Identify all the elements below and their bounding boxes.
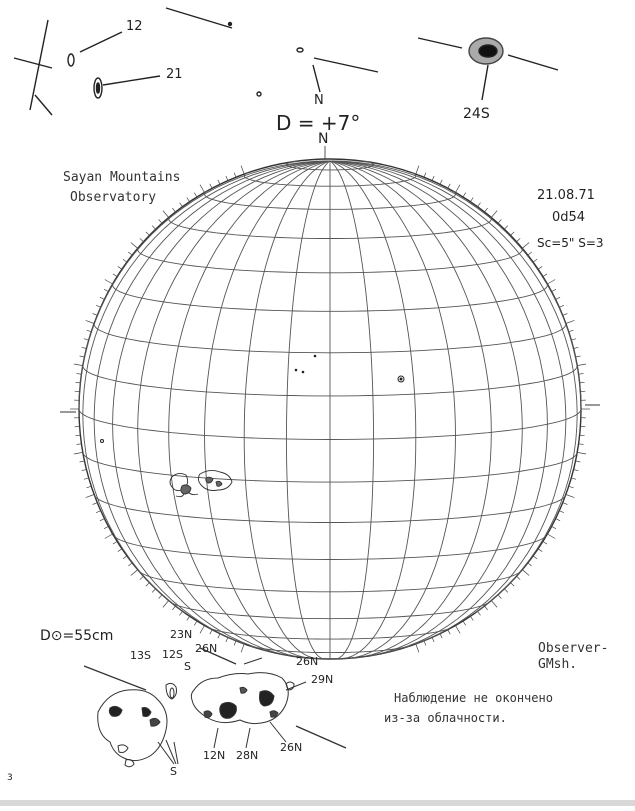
limb-tick [200,185,205,193]
limb-tick [559,511,564,513]
limb-tick [580,435,585,436]
limb-tick [491,211,497,218]
limb-tick [517,238,521,241]
limb-tick [146,583,150,586]
limb-tick [200,626,205,634]
limb-tick [163,211,169,218]
limb-tick [187,198,190,202]
limb-tick [576,461,581,462]
limb-tick [485,606,488,610]
limb-tick [210,184,212,189]
limb-tick [74,364,83,366]
limb-tick [448,630,450,635]
limb-tick [163,601,169,608]
limb-tick [579,444,584,445]
limb-tick [552,289,556,291]
limb-tick [566,495,574,498]
limb-tick [234,641,236,646]
limb-tick [440,634,442,639]
limb-tick [504,589,507,593]
limb-tick [547,280,555,285]
limb-tick [187,616,190,620]
limb-tick [131,243,138,249]
limb-tick [82,470,87,471]
detail-label-s-b: S [170,765,177,778]
limb-tick [93,503,98,505]
limb-tick [87,330,92,332]
limb-tick [86,320,94,323]
limb-tick [194,621,197,625]
limb-tick [123,259,127,262]
solar-disk [60,159,600,659]
limb-tick [128,252,132,255]
limb-tick [77,444,82,445]
limb-tick [152,226,155,230]
limb-tick [194,193,197,197]
limb-tick [511,232,515,235]
limb-tick [522,243,529,249]
limb-tick [96,511,101,513]
label-group-12: 12 [126,19,143,34]
limb-tick [96,305,101,307]
limb-tick [74,452,83,454]
label-group-24s: 24S [463,106,490,122]
limb-tick [463,621,466,625]
limb-tick [579,374,584,375]
limb-tick [538,549,542,552]
detail-label-23n: 23N [170,628,193,641]
limb-tick [504,226,507,230]
limb-tick [511,583,515,586]
detail-label-29n: 29N [311,673,334,686]
limb-tick [463,193,466,197]
limb-tick [563,314,568,316]
observatory-line-2: Observatory [70,190,157,205]
limb-tick [159,220,162,224]
limb-tick [478,611,481,615]
limb-tick [416,644,419,653]
limb-tick [234,173,236,178]
limb-tick [528,252,532,255]
limb-tick [75,435,80,436]
limb-tick [543,274,547,277]
limb-tick [180,203,183,207]
limb-tick [86,495,94,498]
limb-tick [172,208,175,212]
limb-tick [563,503,568,505]
limb-tick [226,176,228,181]
limb-tick [432,176,434,181]
limb-tick [432,637,434,642]
limb-tick [576,356,581,357]
limb-tick [470,198,473,202]
limb-tick [552,526,556,528]
limb-tick [118,266,122,269]
limb-tick [118,549,122,552]
limb-tick [93,314,98,316]
note-line-2: из-за облачности. [384,711,507,725]
north-label: N [318,131,329,147]
north-inset-label: N [314,93,324,108]
limb-tick [574,347,579,348]
limb-tick [241,644,244,653]
limb-tick [533,259,537,262]
detail-label-12s: 12S [162,648,183,661]
limb-tick [491,601,497,608]
limb-tick [416,166,419,175]
limb-tick [569,330,574,332]
observer-line-1: Observer- [538,641,609,656]
limb-tick [559,305,564,307]
limb-tick [140,238,144,241]
label-group-21: 21 [166,67,183,82]
limb-tick [571,478,576,479]
limb-tick [533,556,537,559]
limb-tick [456,626,461,634]
limb-tick [547,534,555,539]
limb-tick [75,382,80,383]
limb-tick [566,320,574,323]
limb-tick [218,180,220,185]
limb-tick [113,542,117,545]
limb-tick [528,563,532,566]
observation-date: 21.08.71 [537,188,595,203]
limb-tick [210,630,212,635]
inset-sketches [14,8,558,115]
limb-tick [123,556,127,559]
limb-tick [498,220,501,224]
limb-tick [424,173,426,178]
limb-tick [152,589,155,593]
detail-label-26n-b: 26N [296,655,319,668]
limb-tick [113,274,117,277]
observatory-line-1: Sayan Mountains [63,170,181,185]
detail-label-13s: 13S [130,649,151,662]
limb-tick [100,297,105,299]
detail-label-26n-a: 26N [195,642,218,655]
limb-tick [556,519,561,521]
limb-tick [569,486,574,488]
limb-tick [84,478,89,479]
limb-tick [159,595,162,599]
page-number: 3 [7,773,13,783]
detail-label-28n: 28N [236,749,259,762]
limb-tick [100,519,105,521]
limb-tick [105,534,113,539]
limb-tick [498,595,501,599]
limb-tick [456,185,461,193]
limb-tick [241,166,244,175]
limb-tick [571,339,576,340]
detail-label-12n: 12N [203,749,226,762]
limb-tick [77,374,82,375]
limb-tick [104,526,108,528]
limb-tick [580,382,585,383]
detail-label-s-a: S [184,660,191,673]
limb-tick [104,289,108,291]
limb-tick [574,470,579,471]
limb-tick [448,184,450,189]
limb-tick [128,563,132,566]
limb-tick [87,486,92,488]
limb-tick [577,452,586,454]
disk-diameter-label: D⊙=55cm [40,628,114,644]
note-line-1: Наблюдение не окончено [394,691,553,705]
limb-tick [80,461,85,462]
limb-tick [517,576,521,579]
limb-tick [105,280,113,285]
detail-label-26n-c: 26N [280,741,303,754]
seeing-label: Sc=5" S=3 [537,236,604,250]
limb-tick [543,542,547,545]
limb-tick [485,208,488,212]
limb-tick [80,356,85,357]
limb-tick [172,606,175,610]
limb-tick [84,339,89,340]
limb-tick [556,297,561,299]
limb-tick [440,180,442,185]
limb-tick [140,576,144,579]
limb-tick [577,364,586,366]
scan-edge [0,800,635,806]
limb-tick [180,611,183,615]
limb-tick [82,347,87,348]
observation-time: 0d54 [552,210,586,225]
observer-line-2: GMsh. [538,657,578,672]
limb-tick [538,266,542,269]
limb-tick [226,637,228,642]
declination-label: D = +7° [276,111,361,135]
limb-tick [424,641,426,646]
limb-tick [131,570,138,576]
limb-tick [470,616,473,620]
limb-tick [478,203,481,207]
limb-tick [146,232,150,235]
limb-tick [218,634,220,639]
limb-tick [522,570,529,576]
